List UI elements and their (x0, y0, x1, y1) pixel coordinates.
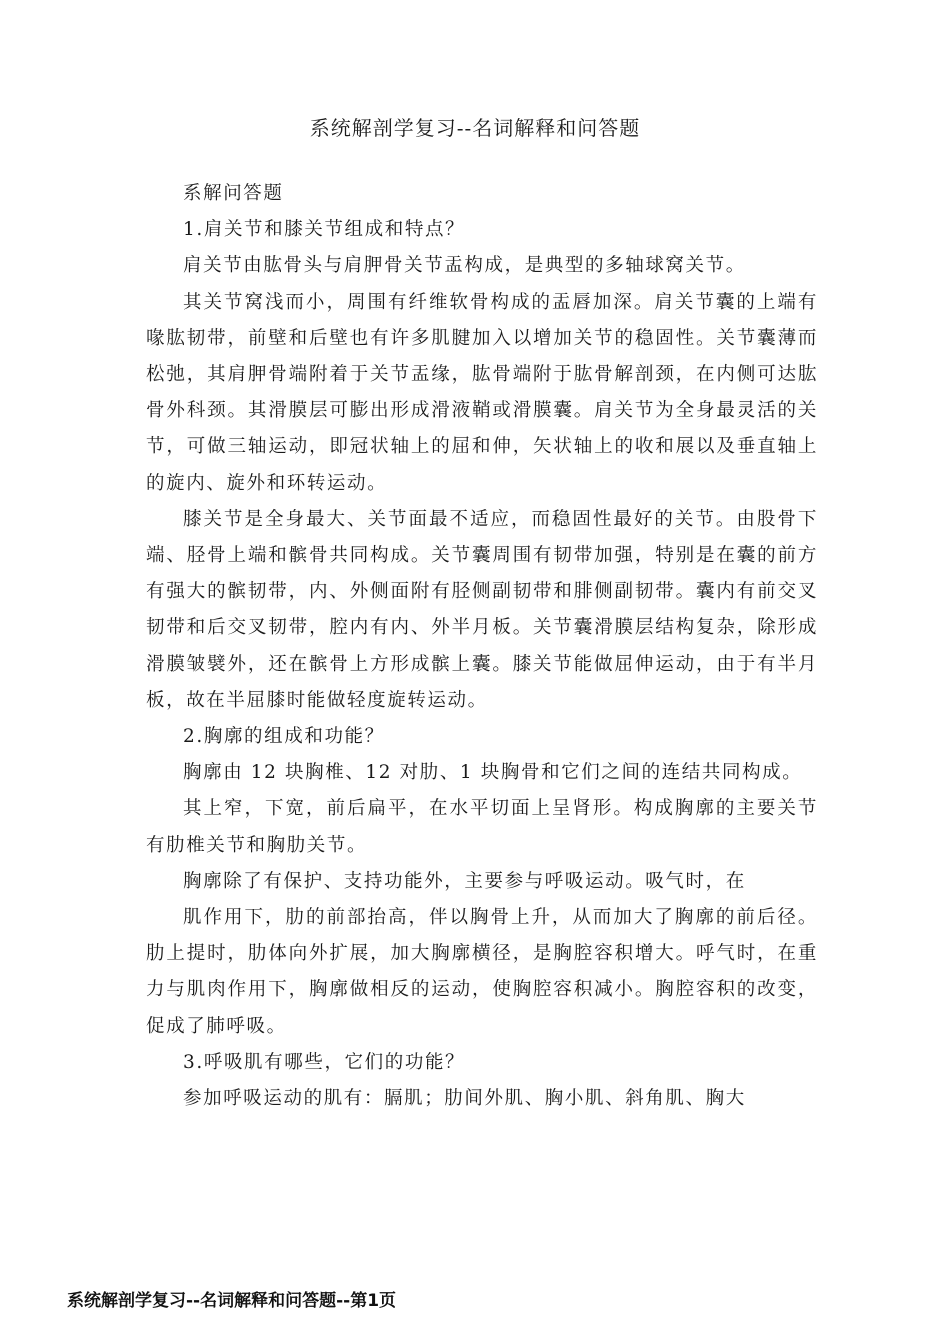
paragraph: 肩关节由肱骨头与肩胛骨关节盂构成，是典型的多轴球窝关节。 (183, 255, 746, 277)
question-heading: 2.胸廓的组成和功能？ (183, 726, 385, 748)
paragraph: 膝关节是全身最大、关节面最不适应，而稳固性最好的关节。由股骨下端、胫骨上端和髌骨共同构成。关节囊周围有韧带加强，特别是在囊的前方有强大的髌韧带，内、外侧面附有胫侧副韧带和腓侧副韧带。囊内有前交叉韧带和后交叉韧带，腔内有内、外半月板。关节囊滑膜层结构复杂，除形成滑膜皱襞外，还在髌骨上方形成髌上囊。膝关节能做屈伸运动，由于有半月板，故在半屈膝时能做轻度旋转运动。 (146, 508, 818, 711)
document-body (146, 176, 818, 1117)
paragraph: 胸廓由 12 块胸椎、12 对肋、1 块胸骨和它们之间的连结共同构成。 (183, 762, 803, 784)
paragraph: 参加呼吸运动的肌有：膈肌；肋间外肌、胸小肌、斜角肌、胸大 (183, 1088, 746, 1110)
paragraph: 其上窄，下宽，前后扁平，在水平切面上呈肾形。构成胸廓的主要关节有肋椎关节和胸肋关节。 (146, 798, 818, 856)
document-title: 系统解剖学复习--名词解释和问答题 (309, 116, 641, 140)
paragraph: 胸廓除了有保护、支持功能外，主要参与呼吸运动。吸气时，在 (183, 870, 746, 892)
paragraph: 其关节窝浅而小，周围有纤维软骨构成的盂唇加深。肩关节囊的上端有喙肱韧带，前壁和后壁也有许多肌腱加入以增加关节的稳固性。关节囊薄而松弛，其肩胛骨端附着于关节盂缘，肱骨端附于肱骨解剖颈，在内侧可达肱骨外科颈。其滑膜层可膨出形成滑液鞘或滑膜囊。肩关节为全身最灵活的关节，可做三轴运动，即冠状轴上的屈和伸，矢状轴上的收和展以及垂直轴上的旋内、旋外和环转运动。 (146, 291, 818, 494)
question-heading: 1.肩关节和膝关节组成和特点？ (183, 219, 466, 241)
paragraph: 肌作用下，肋的前部抬高，伴以胸骨上升，从而加大了胸廓的前后径。肋上提时，肋体向外扩展，加大胸廓横径，是胸腔容积增大。呼气时，在重力与肌肉作用下，胸廓做相反的运动，使胸腔容积减小。胸腔容积的改变，促成了肺呼吸。 (146, 907, 818, 1037)
page-footer: 系统解剖学复习--名词解释和问答题--第1页 (67, 1291, 397, 1311)
question-heading: 3.呼吸肌有哪些，它们的功能？ (183, 1051, 466, 1073)
section-heading: 系解问答题 (183, 183, 284, 204)
